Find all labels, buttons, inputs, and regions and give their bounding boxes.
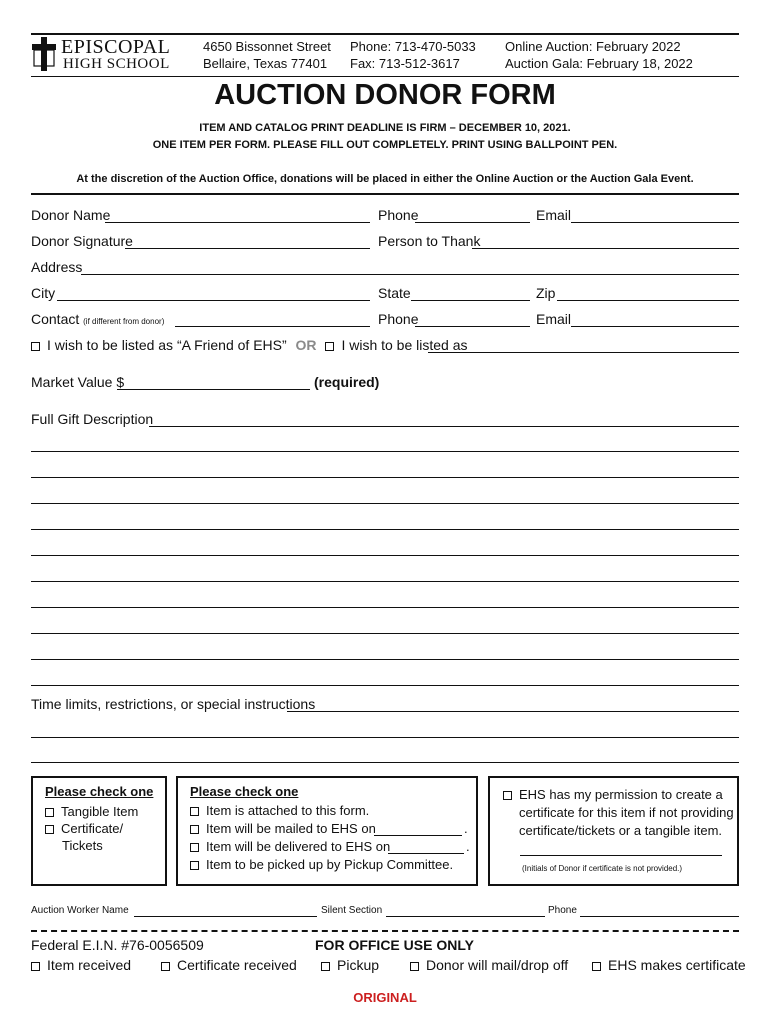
donor-signature-field[interactable] [125, 248, 370, 249]
deadline-notice: ITEM AND CATALOG PRINT DEADLINE IS FIRM – DECEMBER 10, 2021. [199, 122, 571, 134]
auction-worker-label: Auction Worker Name [31, 905, 129, 916]
gift-description-line[interactable] [31, 581, 739, 582]
certificate-checkbox[interactable] [45, 825, 54, 834]
gift-description-line[interactable] [31, 659, 739, 660]
person-to-thank-label: Person to Thank [378, 233, 481, 249]
certificate-label: Certificate/ [61, 821, 124, 836]
tangible-item-checkbox[interactable] [45, 808, 54, 817]
silent-section-label: Silent Section [321, 905, 383, 916]
market-value-field[interactable] [117, 389, 310, 390]
mailed-checkbox[interactable] [190, 825, 199, 834]
worker-phone-field[interactable] [580, 916, 739, 917]
delivery-heading: Please check one [190, 784, 299, 799]
permission-line2: certificate for this item if not providing [519, 805, 734, 820]
tangible-item-label: Tangible Item [61, 804, 139, 819]
time-limits-line[interactable] [31, 762, 739, 763]
donor-mail-label: Donor will mail/drop off [426, 957, 569, 973]
office-use-heading: FOR OFFICE USE ONLY [315, 937, 474, 953]
time-limits-line[interactable] [287, 711, 739, 712]
friend-of-ehs-label: I wish to be listed as “A Friend of EHS” [47, 337, 287, 353]
gift-description-line[interactable] [31, 685, 739, 686]
ehs-certificate-checkbox[interactable] [592, 962, 601, 971]
email-label: Email [536, 207, 572, 223]
office-pickup-checkbox[interactable] [321, 962, 330, 971]
listed-as-field[interactable] [428, 352, 739, 353]
logo-line1: EPISCOPAL [61, 36, 171, 58]
gift-description-line[interactable] [31, 451, 739, 452]
pickup-committee-label: Item to be picked up by Pickup Committee. [206, 857, 454, 872]
gift-description-line[interactable] [31, 555, 739, 556]
state-label: State [378, 285, 411, 301]
tickets-label: Tickets [62, 838, 103, 853]
time-limits-line[interactable] [31, 737, 739, 738]
gift-description-line[interactable] [31, 477, 739, 478]
gift-description-line[interactable] [31, 633, 739, 634]
friend-of-ehs-checkbox[interactable] [31, 342, 40, 351]
office-pickup-label: Pickup [337, 957, 380, 973]
contact-email-field[interactable] [571, 326, 739, 327]
email-field[interactable] [571, 222, 739, 223]
shield-cross-icon [31, 36, 57, 72]
school-logo [31, 36, 176, 74]
online-auction-date: Online Auction: February 2022 [505, 39, 681, 54]
donor-name-field[interactable] [105, 222, 370, 223]
address-label: Address [31, 259, 83, 275]
state-field[interactable] [411, 300, 530, 301]
logo-line2: HIGH SCHOOL [63, 56, 170, 72]
top-rule [31, 33, 739, 35]
delivery-box: Please check one Item is attached to this form. Item will be mailed to EHS on . Item will be delivered to EHS on . Item to be picked up by Pickup Committee. [176, 776, 478, 886]
person-to-thank-field[interactable] [472, 248, 739, 249]
gift-description-line[interactable] [31, 529, 739, 530]
permission-line3: certificate/tickets or a tangible item. [519, 823, 723, 838]
section-rule [31, 193, 739, 195]
delivered-date-field[interactable] [388, 853, 464, 854]
address-line1: 4650 Bissonnet Street [203, 39, 331, 54]
federal-ein: Federal E.I.N. #76-0056509 [31, 937, 204, 953]
attached-label: Item is attached to this form. [206, 803, 370, 818]
phone-label: Phone [378, 207, 419, 223]
mailed-date-field[interactable] [374, 835, 462, 836]
item-received-label: Item received [47, 957, 132, 973]
delivered-label: Item will be delivered to EHS on [206, 839, 391, 854]
contact-note: (if different from donor) [83, 317, 165, 326]
delivered-checkbox[interactable] [190, 843, 199, 852]
donor-name-label: Donor Name [31, 207, 111, 223]
item-received-checkbox[interactable] [31, 962, 40, 971]
city-label: City [31, 285, 56, 301]
item-type-heading: Please check one [45, 784, 154, 799]
permission-line1: EHS has my permission to create a [519, 787, 723, 802]
item-type-box [31, 776, 167, 886]
contact-phone-label: Phone [378, 311, 419, 327]
donor-mail-checkbox[interactable] [410, 962, 419, 971]
cut-line [31, 930, 739, 932]
zip-label: Zip [536, 285, 556, 301]
silent-section-field[interactable] [386, 916, 545, 917]
donor-initials-field[interactable] [520, 855, 722, 856]
header-rule [31, 76, 739, 77]
form-title: AUCTION DONOR FORM [214, 79, 556, 111]
original-copy-label: ORIGINAL [353, 990, 417, 1005]
one-item-notice: ONE ITEM PER FORM. PLEASE FILL OUT COMPLETELY. PRINT USING BALLPOINT PEN. [152, 139, 618, 151]
contact-email-label: Email [536, 311, 572, 327]
market-value-label: Market Value $ [31, 374, 125, 390]
certificate-permission-box [488, 776, 739, 886]
full-gift-description-label: Full Gift Description [31, 411, 154, 427]
initials-note: (Initials of Donor if certificate is not provided.) [522, 864, 683, 873]
required-label: (required) [314, 374, 380, 390]
gift-description-line[interactable] [149, 426, 739, 427]
certificate-received-checkbox[interactable] [161, 962, 170, 971]
auction-worker-field[interactable] [134, 916, 317, 917]
listed-as-checkbox[interactable] [325, 342, 334, 351]
listed-as-label: I wish to be listed as [341, 337, 468, 353]
contact-phone-field[interactable] [415, 326, 530, 327]
discretion-notice: At the discretion of the Auction Office, donations will be placed in either the Online Auction or the Auction Gala Event. [76, 173, 694, 185]
pickup-committee-checkbox[interactable] [190, 861, 199, 870]
fax-number: Fax: 713-512-3617 [350, 56, 460, 71]
gift-description-line[interactable] [31, 503, 739, 504]
donor-signature-label: Donor Signature [31, 233, 133, 249]
or-label: OR [295, 337, 317, 353]
phone-field[interactable] [415, 222, 530, 223]
ehs-certificate-label: EHS makes certificate [608, 957, 746, 973]
phone-number: Phone: 713-470-5033 [350, 39, 476, 54]
attached-checkbox[interactable] [190, 807, 199, 816]
address-line2: Bellaire, Texas 77401 [203, 56, 328, 71]
certificate-received-label: Certificate received [177, 957, 297, 973]
time-limits-label: Time limits, restrictions, or special instructions [31, 696, 316, 712]
worker-phone-label: Phone [548, 905, 577, 916]
zip-field[interactable] [557, 300, 739, 301]
gift-description-line[interactable] [31, 607, 739, 608]
mailed-label: Item will be mailed to EHS on [206, 821, 376, 836]
permission-checkbox[interactable] [503, 791, 512, 800]
contact-field[interactable] [175, 326, 370, 327]
auction-gala-date: Auction Gala: February 18, 2022 [505, 56, 693, 71]
city-field[interactable] [57, 300, 370, 301]
address-field[interactable] [81, 274, 739, 275]
contact-label: Contact [31, 311, 80, 327]
